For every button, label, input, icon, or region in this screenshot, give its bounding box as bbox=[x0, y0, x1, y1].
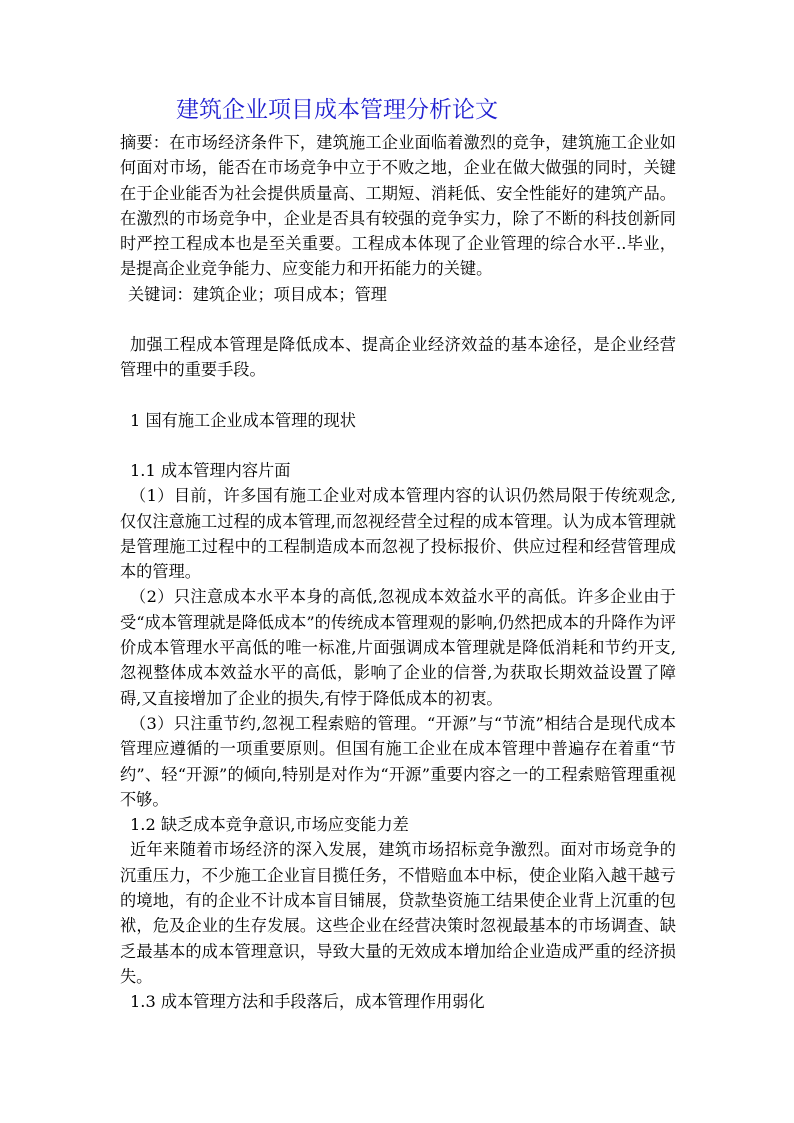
body-paragraph: （2）只注意成本水平本身的高低,忽视成本效益水平的高低。许多企业由于受“成本管理就是降低成本”的传统成本管理观的影响,仍然把成本的升降作为评价成本管理水平高低的唯一标准,片面强调成本管理就是降低消耗和节约开支,忽视整体成本效益水平的高低，影响了企业的信誉,为获取长期效益设置了障碍,又直接增加了企业的损失,有悖于降低成本的初衷。 bbox=[120, 587, 676, 708]
spacer bbox=[120, 383, 676, 408]
abstract-paragraph: 摘要：在市场经济条件下，建筑施工企业面临着激烈的竞争，建筑施工企业如何面对市场，能否在市场竞争中立于不败之地，企业在做大做强的同时，关键在于企业能否为社会提供质量高、工期短、消耗低、安全性能好的建筑产品。在激烈的市场竞争中，企业是否具有较强的竞争实力，除了不断的科技创新同时严控工程成本也是至关重要。工程成本体现了企业管理的综合水平..毕业，是提高企业竞争能力、应变能力和开拓能力的关键。 bbox=[120, 133, 676, 279]
subsection-heading: 1.1 成本管理内容片面 bbox=[130, 460, 291, 480]
body-paragraph: （3）只注重节约,忽视工程索赔的管理。“开源”与“节流”相结合是现代成本管理应遵循的一项重要原则。但国有施工企业在成本管理中普遍存在着重“节约”、轻“开源”的倾向,特别是对作为“开源”重要内容之一的工程索赔管理重视不够。 bbox=[120, 713, 676, 809]
subsection-heading: 1.2 缺乏成本竞争意识,市场应变能力差 bbox=[130, 815, 409, 835]
intro-paragraph: 加强工程成本管理是降低成本、提高企业经济效益的基本途径，是企业经营管理中的重要手段。 bbox=[120, 335, 676, 380]
body-paragraph: 近年来随着市场经济的深入发展，建筑市场招标竞争激烈。面对市场竞争的沉重压力，不少施工企业盲目揽任务，不惜赔血本中标，使企业陷入越干越亏的境地，有的企业不计成本盲目铺展，贷款垫资施工结果使企业背上沉重的包袱，危及企业的生存发展。这些企业在经营决策时忽视最基本的市场调查、缺乏最基本的成本管理意识，导致大量的无效成本增加给企业造成严重的经济损失。 bbox=[120, 840, 676, 986]
body-paragraph: （1）目前，许多国有施工企业对成本管理内容的认识仍然局限于传统观念,仅仅注意施工过程的成本管理,而忽视经营全过程的成本管理。认为成本管理就是管理施工过程中的工程制造成本而忽视了投标报价、供应过程和经营管理成本的管理。 bbox=[120, 486, 676, 582]
section-heading: 1 国有施工企业成本管理的现状 bbox=[130, 410, 356, 430]
spacer bbox=[120, 433, 676, 458]
spacer bbox=[120, 307, 676, 332]
document-title: 建筑企业项目成本管理分析论文 bbox=[176, 97, 498, 123]
document-page bbox=[120, 90, 676, 1015]
keywords-line: 关键词：建筑企业；项目成本；管理 bbox=[128, 284, 387, 304]
subsection-heading: 1.3 成本管理方法和手段落后，成本管理作用弱化 bbox=[130, 992, 485, 1012]
